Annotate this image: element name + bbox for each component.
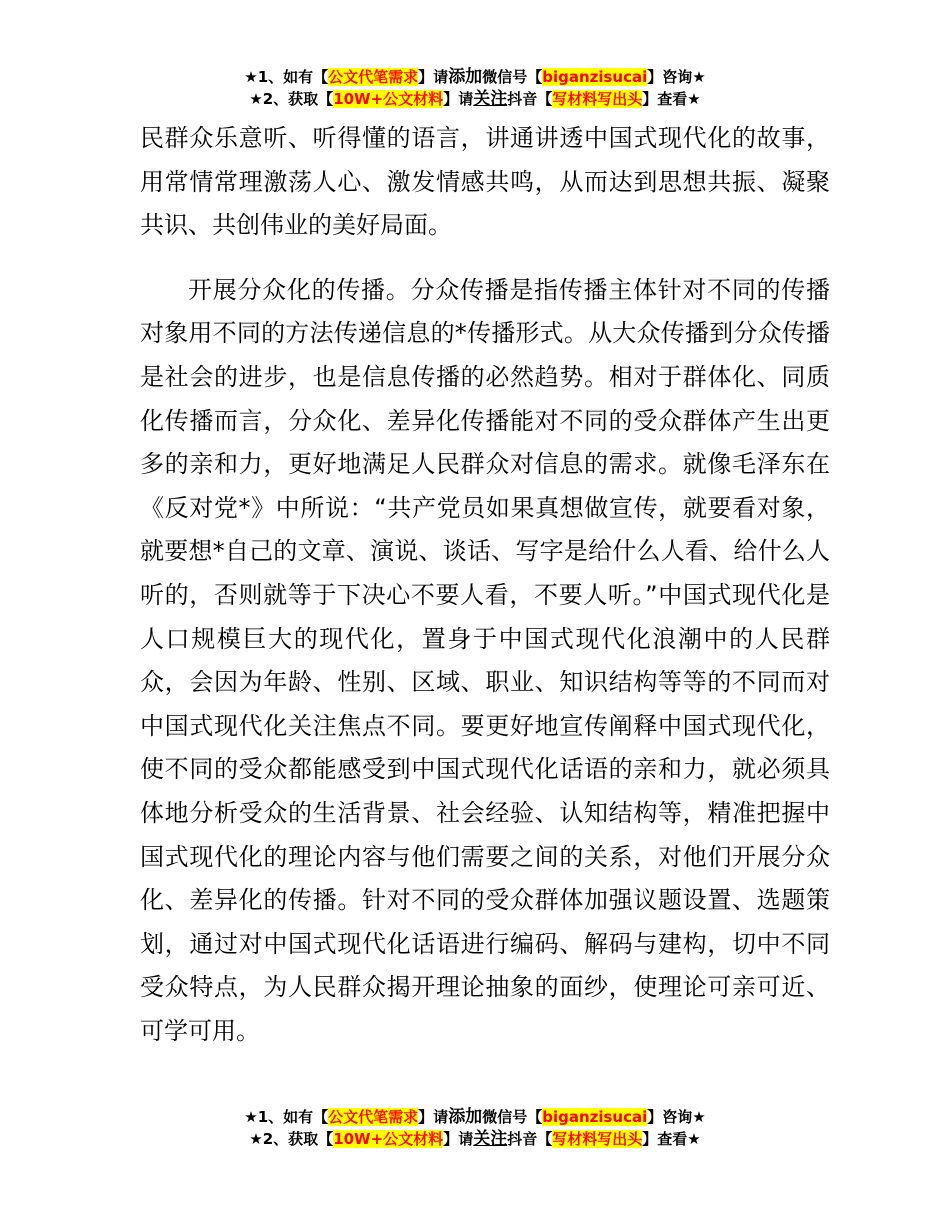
footer-line-1-prefix: ★1、如有【 (244, 1108, 329, 1126)
footer-service-highlight: 公文代笔需求 (328, 1108, 419, 1126)
footer-line-2-mid: 】请 (443, 1130, 474, 1148)
header-service-highlight: 公文代笔需求 (328, 68, 419, 86)
paragraph-segmented-communication: 开展分众化的传播。分众传播是指传播主体针对不同的传播对象用不同的方法传递信息的*传播形式。从大众传播到分众传播是社会的进步，也是信息传播的必然趋势。相对于群体化、同质化传播而言，分众化、差异化传播能对不同的受众群体产生出更多的亲和力，更好地满足人民群众对信息的需求。就像毛泽东在《反对党*》中所说：“共产党员如果真想做宣传，就要看对象，就要想*自己的文章、演说、谈话、写字是给什么人看、给什么人听的，否则就等于下决心不要人看，不要人听。”中国式现代化是人口规模巨大的现代化，置身于中国式现代化浪潮中的人民群众，会因为年龄、性别、区域、职业、知识结构等等的不同而对中国式现代化关注焦点不同。要更好地宣传阐释中国式现代化，使不同的受众都能感受到中国式现代化话语的亲和力，就必须具体地分析受众的生活背景、社会经验、认知结构等，精准把握中国式现代化的理论内容与他们需要之间的关系，对他们开展分众化、差异化的传播。针对不同的受众群体加强议题设置、选题策划，通过对中国式现代化话语进行编码、解码与建构，切中不同受众特点，为人民群众揭开理论抽象的面纱，使理论可亲可近、可学可用。 (140, 275, 830, 1045)
footer-line-2-suffix: 】查看★ (642, 1130, 701, 1148)
footer-line-1 (0, 1106, 950, 1128)
footer-banner (0, 1106, 950, 1150)
header-line-2-suffix: 】查看★ (642, 90, 701, 108)
footer-line-2 (0, 1128, 950, 1150)
paragraph-continued: 民群众乐意听、听得懂的语言，讲通讲透中国式现代化的故事，用常情常理激荡人心、激发情感共鸣，从而达到思想共振、凝聚共识、共创伟业的美好局面。 (140, 124, 830, 240)
header-add-emphasis: 添加 (448, 67, 483, 87)
footer-douyin-id: 写材料写出头 (552, 1130, 643, 1148)
footer-line-1-mid2: 微信号【 (482, 1108, 543, 1126)
footer-line-2-mid2: 抖音【 (507, 1130, 553, 1148)
document-body (140, 117, 830, 1053)
header-follow-emphasis: 关注 (473, 89, 508, 109)
footer-add-emphasis: 添加 (448, 1107, 483, 1127)
footer-wechat-id: biganzisucai (542, 1108, 648, 1126)
header-banner (0, 66, 950, 110)
header-line-1-suffix: 】咨询★ (647, 68, 706, 86)
footer-line-2-prefix: ★2、获取【 (249, 1130, 334, 1148)
header-line-1 (0, 66, 950, 88)
footer-line-1-suffix: 】咨询★ (647, 1108, 706, 1126)
footer-line-1-mid: 】请 (418, 1108, 449, 1126)
header-line-2-prefix: ★2、获取【 (249, 90, 334, 108)
header-line-1-mid2: 微信号【 (482, 68, 543, 86)
footer-materials-highlight: 10W+公文材料 (333, 1130, 444, 1148)
header-line-1-prefix: ★1、如有【 (244, 68, 329, 86)
header-line-2 (0, 88, 950, 110)
header-materials-highlight: 10W+公文材料 (333, 90, 444, 108)
footer-follow-emphasis: 关注 (473, 1129, 508, 1149)
header-line-1-mid: 】请 (418, 68, 449, 86)
header-line-2-mid2: 抖音【 (507, 90, 553, 108)
header-wechat-id: biganzisucai (542, 68, 648, 86)
header-douyin-id: 写材料写出头 (552, 90, 643, 108)
header-line-2-mid: 】请 (443, 90, 474, 108)
